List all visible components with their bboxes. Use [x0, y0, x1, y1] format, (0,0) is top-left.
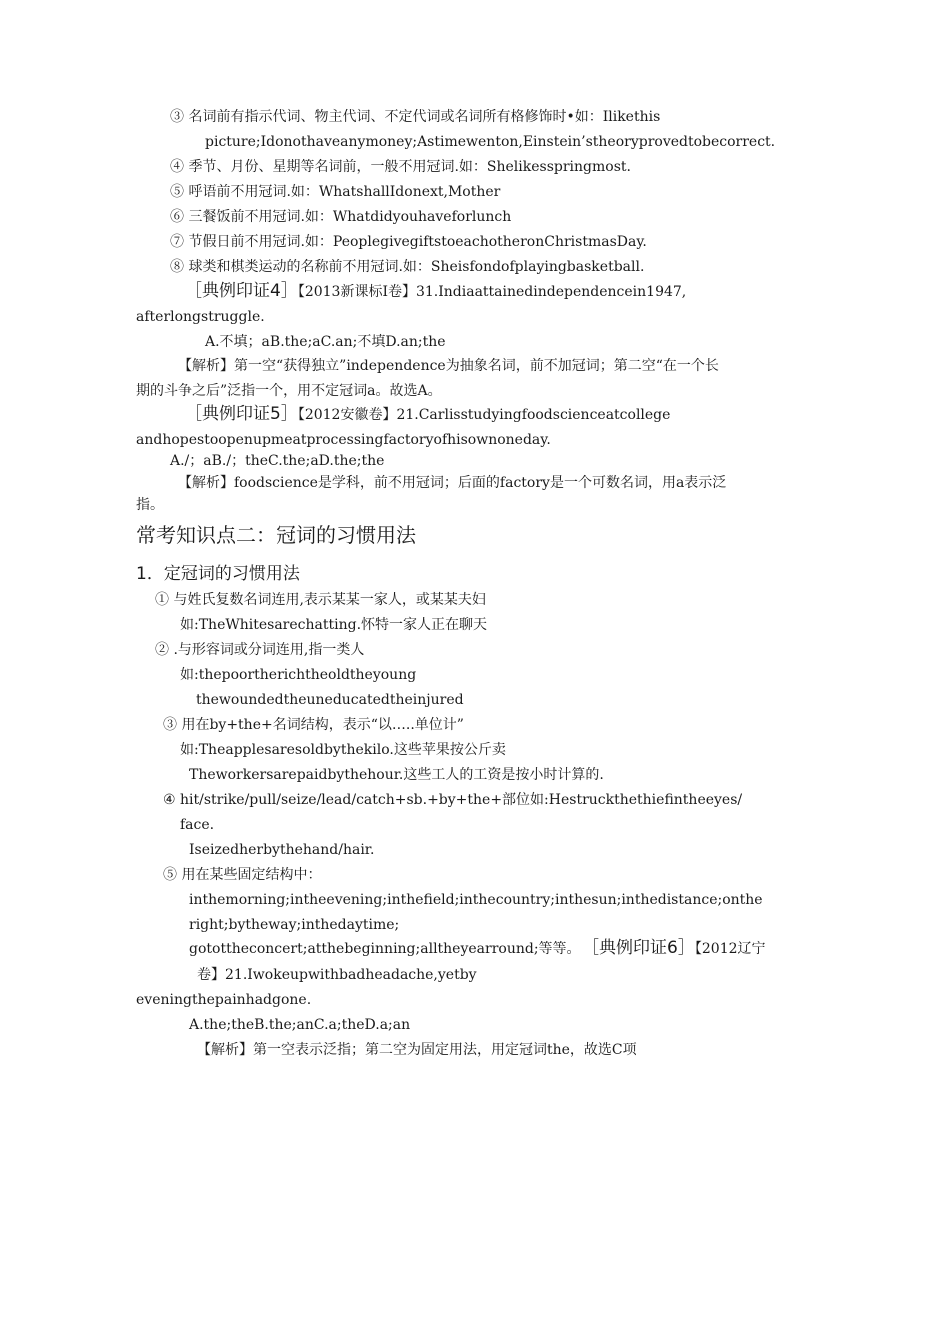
rule-4: ④ 季节、月份、星期等名词前，一般不用冠词.如：Shelikesspringmost.	[170, 159, 631, 175]
example-6-options: A.the;theB.the;anC.a;theD.a;an	[189, 1017, 411, 1033]
example-tag: ［典例印证6］	[590, 938, 695, 958]
usage-4: ④ hit/strike/pull/seize/lead/catch+sb.+by+the+部位如:Hestruckthethiefintheeyes/	[163, 792, 743, 808]
rule-3-example: picture;Idonothaveanymoney;Astimewenton,Einstein’stheoryprovedtobecorrect.	[205, 134, 776, 150]
rule-5: ⑤ 呼语前不用冠词.如：WhatshallIdonext,Mother	[170, 184, 501, 200]
example-tag: ［典例印证4］	[185, 281, 298, 301]
example-4-question: ［典例印证4］【2013新课标Ⅰ卷】31.Indiaattainedindependencein1947,	[185, 281, 687, 301]
usage-2-example-cont: thewoundedtheuneducatedtheinjured	[196, 692, 464, 708]
usage-5-example: inthemorning;intheevening;inthefield;inthecountry;inthesun;inthedistance;onthe	[189, 892, 763, 908]
example-tag: ［典例印证5］	[185, 404, 298, 424]
section-heading: 常考知识点二：冠词的习惯用法	[136, 523, 416, 547]
example-4-options: A.不填；aB.the;aC.an;不填D.an;the	[205, 334, 446, 350]
example-5-question: ［典例印证5］【2012安徽卷】21.Carlisstudyingfoodscienceatcollege	[185, 404, 671, 424]
example-4-question-cont: afterlongstruggle.	[136, 309, 265, 325]
usage-4-cont: face.	[180, 817, 215, 833]
example-6-question: 卷】21.Iwokeupwithbadheadache,yetby	[197, 967, 477, 983]
usage-2: ② .与形容词或分词连用,指一类人	[155, 642, 365, 658]
usage-2-example: 如:thepoortherichtheoldtheyoung	[180, 667, 417, 683]
usage-5-example-cont: right;bytheway;inthedaytime;	[189, 917, 400, 933]
usage-4-example: Iseizedherbythehand/hair.	[189, 842, 375, 858]
example-4-analysis-cont: 期的斗争之后”泛指一个，用不定冠词a。故选A。	[136, 383, 442, 399]
example-5-options: A./；aB./；theC.the;aD.the;the	[170, 453, 385, 469]
example-5-analysis-cont: 指。	[136, 497, 164, 513]
example-6-analysis: 【解析】第一空表示泛指；第二空为固定用法，用定冠词the，故选C项	[197, 1042, 637, 1058]
usage-3-example: 如:Theapplesaresoldbythekilo.这些苹果按公斤卖	[180, 742, 506, 758]
usage-3: ③ 用在by+the+名词结构，表示“以…..单位计”	[163, 717, 464, 733]
example-6-question-cont: eveningthepainhadgone.	[136, 992, 312, 1008]
rule-7: ⑦ 节假日前不用冠词.如：PeoplegivegiftstoeachotheronChristmasDay.	[170, 234, 647, 250]
usage-5-example-cont2: gotottheconcert;atthebeginning;alltheyearround;等等。 ［典例印证6］【2012辽宁	[189, 938, 766, 958]
example-4-analysis: 【解析】第一空“获得独立”independence为抽象名词，前不加冠词；第二空“在一个长	[178, 358, 719, 374]
subsection-heading: 1．定冠词的习惯用法	[136, 564, 300, 584]
usage-5: ⑤ 用在某些固定结构中：	[163, 867, 322, 883]
example-5-question-cont: andhopestoopenupmeatprocessingfactoryofhisownoneday.	[136, 432, 551, 448]
usage-3-example-cont: Theworkersarepaidbythehour.这些工人的工资是按小时计算的.	[189, 767, 604, 783]
usage-1-example: 如:TheWhitesarechatting.怀特一家人正在聊天	[180, 617, 488, 633]
rule-3: ③ 名词前有指示代词、物主代词、不定代词或名词所有格修饰时•如：Ilikethis	[170, 109, 661, 125]
usage-1: ① 与姓氏复数名词连用,表示某某一家人，或某某夫妇	[155, 592, 486, 608]
example-5-analysis: 【解析】foodscience是学科，前不用冠词；后面的factory是一个可数名词，用a表示泛	[178, 475, 727, 491]
rule-8: ⑧ 球类和棋类运动的名称前不用冠词.如：Sheisfondofplayingbasketball.	[170, 259, 645, 275]
rule-6: ⑥ 三餐饭前不用冠词.如：Whatdidyouhaveforlunch	[170, 209, 512, 225]
